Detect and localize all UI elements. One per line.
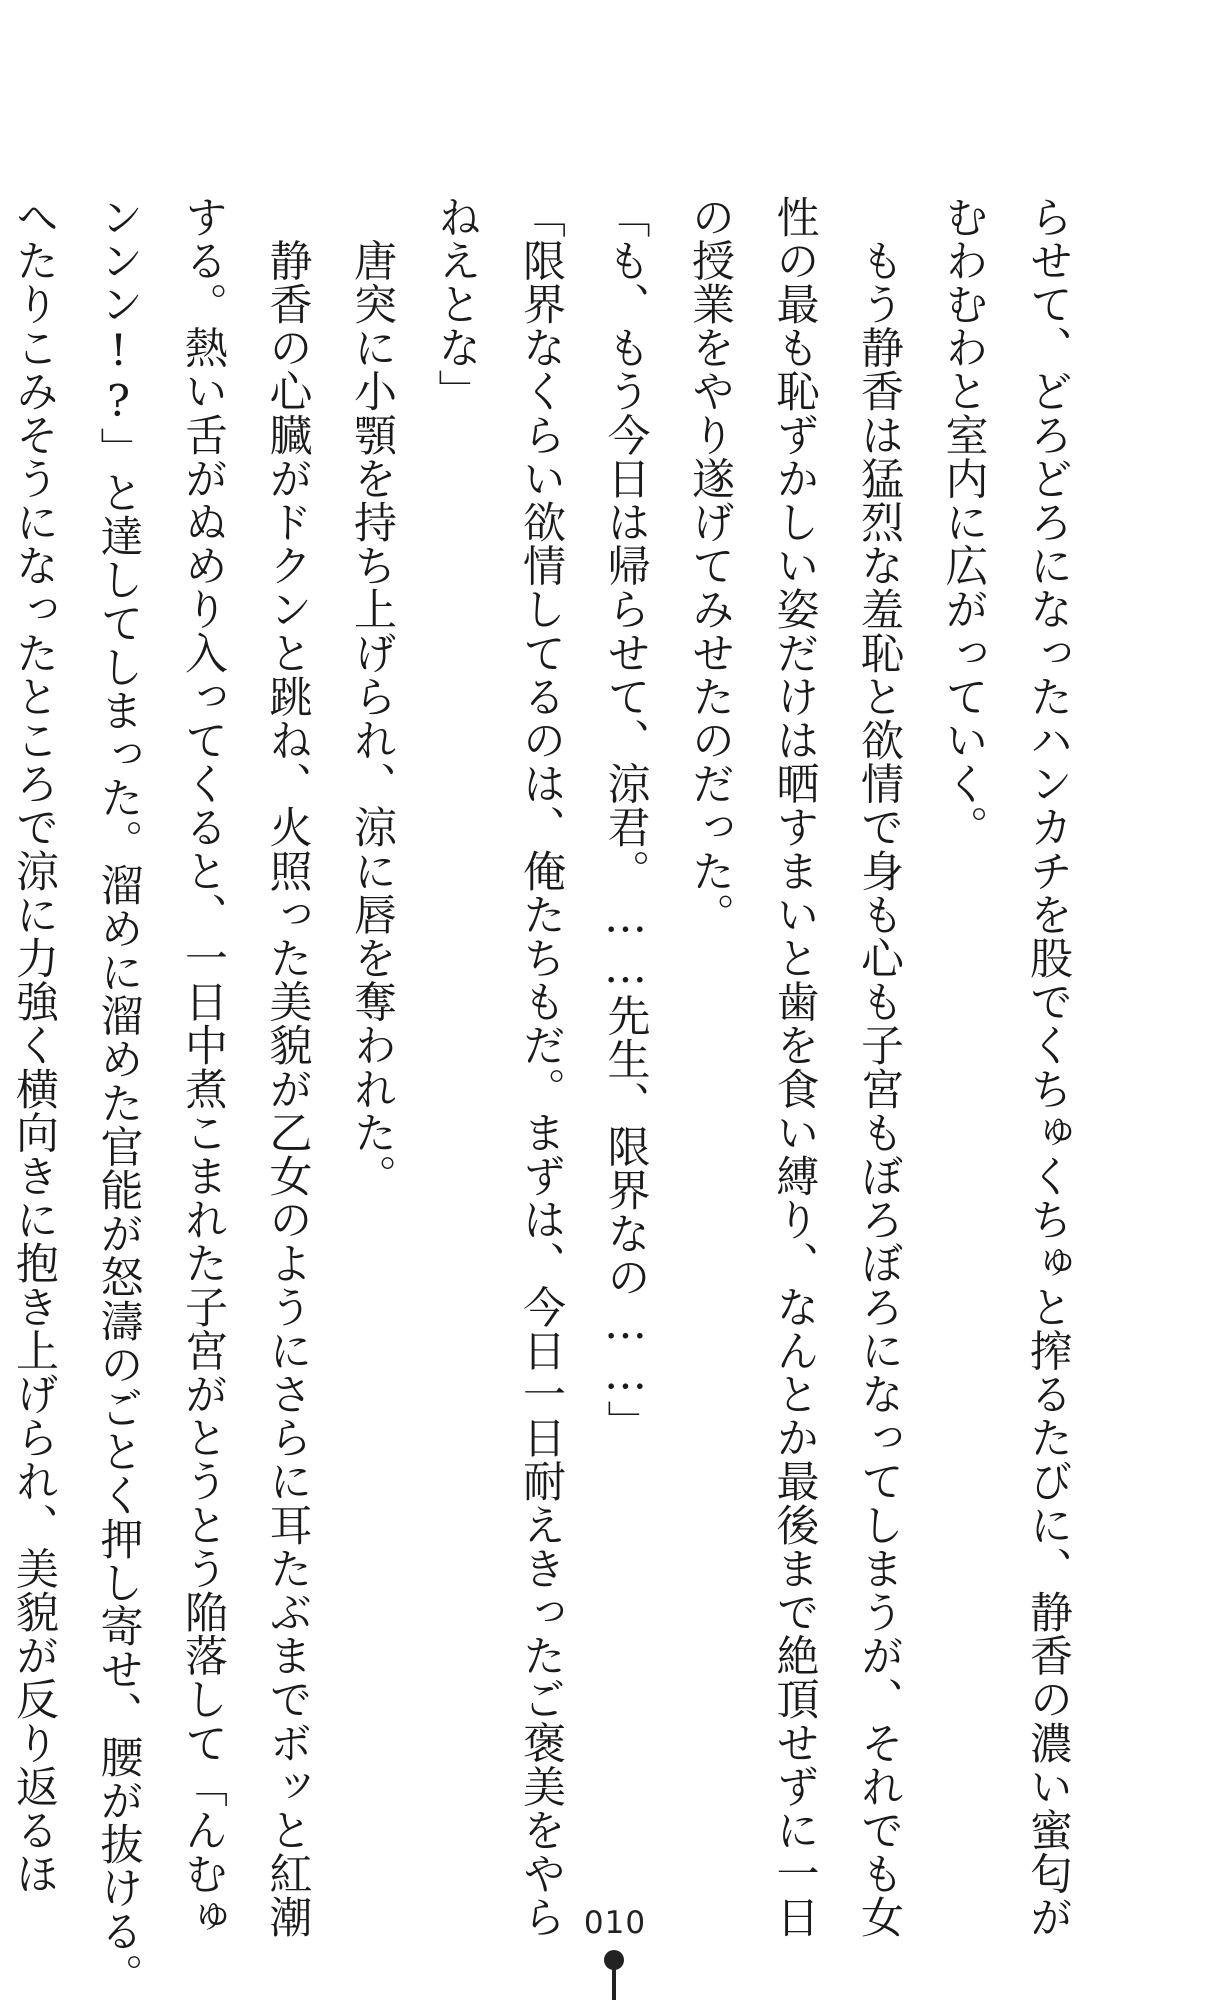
text-line: 唐突に小顎を持ち上げられ、涼に唇を奪われた。 [347, 195, 397, 1198]
text-line: 「限界なくらい欲情してるのは、俺たちもだ。まずは、今日一日耐えきったご褒美をやら [516, 195, 566, 1939]
text-line: 静香の心臓がドクンと跳ね、火照った美貌が乙女のようにさらに耳たぶまでボッと紅潮 [262, 195, 313, 1939]
page-marker-stem [612, 1968, 616, 2000]
text-line: らせて、どろどろになったハンカチを股でくちゅくちゅと搾るたびに、静香の濃い蜜匂が [1023, 195, 1073, 1939]
text-line: 「も、もう今日は帰らせて、涼君。……先生、限界なの……」 [600, 195, 651, 1444]
page-number: 010 [583, 1905, 647, 1941]
text-line: する。熱い舌がぬめり入ってくると、一日中煮こまれた子宮がとうとう陥落して「んむゅ [178, 195, 228, 1939]
text-line: の授業をやり遂げてみせたのだった。 [685, 195, 735, 937]
text-line: へたりこみそうになったところで涼に力強く横向きに抱き上げられ、美貌が反り返るほ [9, 195, 59, 1896]
text-line: 性の最も恥ずかしい姿だけは晒すまいと歯を食い縛り、なんとか最後まで絶頂せずに一日 [769, 195, 820, 1939]
text-line: むわむわと室内に広がっていく。 [938, 195, 989, 849]
text-line: ンンン!?」と達してしまった。溜めに溜めた官能が怒濤のごとく押し寄せ、腰が抜ける。 [93, 195, 144, 1997]
page-marker-dot [604, 1950, 624, 1970]
text-line: ねえとな」 [431, 195, 482, 413]
text-line: もう静香は猛烈な羞恥と欲情で身も心も子宮もぼろぼろになってしまうが、それでも女 [854, 195, 904, 1939]
